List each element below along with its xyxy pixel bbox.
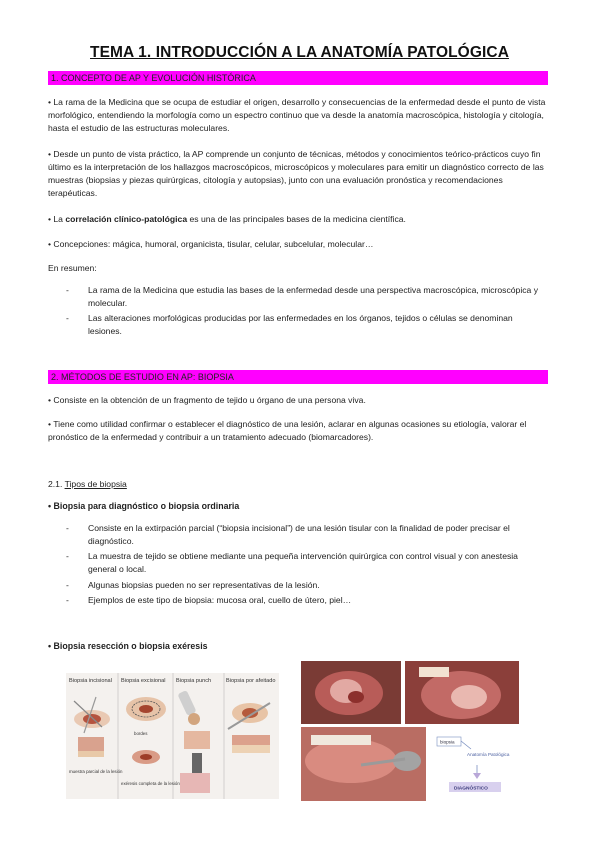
header-punch: Biopsia punch bbox=[176, 678, 212, 684]
paragraph-correlation bbox=[48, 213, 548, 226]
paragraph-correlation-bold: correlación clínico-patológica bbox=[65, 214, 188, 224]
flow-anatomia: Anatomía Patológica bbox=[467, 752, 510, 757]
paragraph-concepciones: • Concepciones: mágica, humoral, organicista, tisular, celular, subcelular, molecular… bbox=[48, 239, 374, 249]
summary-item-text: La rama de la Medicina que estudia las bases de la enfermedad desde una perspectiva macroscópica, microscópica y molecular. bbox=[88, 285, 538, 308]
header-incisional: Biopsia incisional bbox=[69, 678, 112, 684]
label-bordes: bordes bbox=[134, 731, 148, 736]
dash-bullet-icon: - bbox=[66, 313, 69, 323]
lesion-photo-2 bbox=[405, 661, 519, 724]
section-heading-1: 1. CONCEPTO DE AP Y EVOLUCIÓN HISTÓRICA bbox=[48, 71, 548, 85]
page-title: TEMA 1. INTRODUCCIÓN A LA ANATOMÍA PATOLÓGICA bbox=[90, 44, 509, 61]
biopsy-types-illustration bbox=[66, 673, 279, 799]
paragraph-biopsy-definition: • Consiste en la obtención de un fragmento de tejido u órgano de una persona viva. bbox=[48, 395, 366, 405]
oral-biopsy-photos bbox=[301, 661, 519, 801]
biopsy-type-resection: • Biopsia resección o biopsia exéresis bbox=[48, 641, 208, 651]
biopsy-type-ordinary: • Biopsia para diagnóstico o biopsia ordinaria bbox=[48, 501, 240, 511]
section-heading-2: 2. MÉTODOS DE ESTUDIO EN AP: BIOPSIA bbox=[48, 370, 548, 384]
dash-bullet-icon: - bbox=[66, 580, 69, 590]
paragraph-ap-definition: • La rama de la Medicina que se ocupa de estudiar el origen, desarrollo y consecuencias de la enfermedad desde el punto de vista morfológico, entendiendo la morfología como un espectro continuo que va desde la anatomía macroscópica, histología y citología, hasta el estudio de las estructuras moleculares. bbox=[48, 97, 546, 133]
flow-diagnostico: DIAGNÓSTICO bbox=[454, 786, 488, 792]
label-partial-sample: muestra parcial de la lesión bbox=[69, 769, 123, 774]
lesion-photo-1 bbox=[301, 661, 401, 724]
header-afeitado: Biopsia por afeitado bbox=[226, 678, 276, 684]
paragraph-biopsy-utility: • Tiene como utilidad confirmar o establecer el diagnóstico de una lesión, aclarar en algunas ocasiones su etiología, valorar el pronóstico de la enfermedad y contribuir a un tratamiento adecuado (biomarcadores). bbox=[48, 419, 527, 442]
subsection-number: 2.1. bbox=[48, 479, 65, 489]
header-excisional: Biopsia excisional bbox=[121, 678, 166, 684]
subsection-heading bbox=[48, 478, 127, 491]
dash-bullet-icon: - bbox=[66, 595, 69, 605]
subsection-title: Tipos de biopsia bbox=[64, 479, 127, 489]
paragraph-correlation-pre: • La bbox=[48, 214, 66, 224]
dash-bullet-icon: - bbox=[66, 285, 69, 295]
paragraph-ap-practical: • Desde un punto de vista práctico, la AP comprende un conjunto de técnicas, métodos y conocimientos teórico-prácticos cuyo fin último es la interpretación de los hallazgos macroscópicos, microscópicos y moleculares para emitir un diagnóstico correcto de las muestras (biopsias y piezas quirúrgicas, citología y autopsias), junto con una evaluación pronóstica y recomendaciones terapéuticas. bbox=[48, 149, 544, 198]
flow-biopsia: biopsia bbox=[440, 739, 455, 745]
procedure-photo bbox=[301, 727, 426, 801]
biopsy-item-text: La muestra de tejido se obtiene mediante una pequeña intervención quirúrgica con control visual y con anestesia general o local. bbox=[88, 551, 518, 574]
summary-item-text: Las alteraciones morfológicas producidas por las enfermedades en los órganos, tejidos o células se denominan lesiones. bbox=[88, 313, 513, 336]
summary-label: En resumen: bbox=[48, 263, 97, 273]
label-complete-excision: exéresis completa de la lesión bbox=[121, 781, 180, 786]
dash-bullet-icon: - bbox=[66, 523, 69, 533]
biopsy-item-text: Consiste en la extirpación parcial (“biopsia incisional”) de una lesión tisular con la finalidad de poder precisar el diagnóstico. bbox=[88, 523, 510, 546]
dash-bullet-icon: - bbox=[66, 551, 69, 561]
biopsy-item-text: Algunas biopsias pueden no ser representativas de la lesión. bbox=[88, 580, 320, 590]
biopsy-item-text: Ejemplos de este tipo de biopsia: mucosa oral, cuello de útero, piel… bbox=[88, 595, 352, 605]
paragraph-correlation-post: es una de las principales bases de la medicina científica. bbox=[187, 214, 406, 224]
